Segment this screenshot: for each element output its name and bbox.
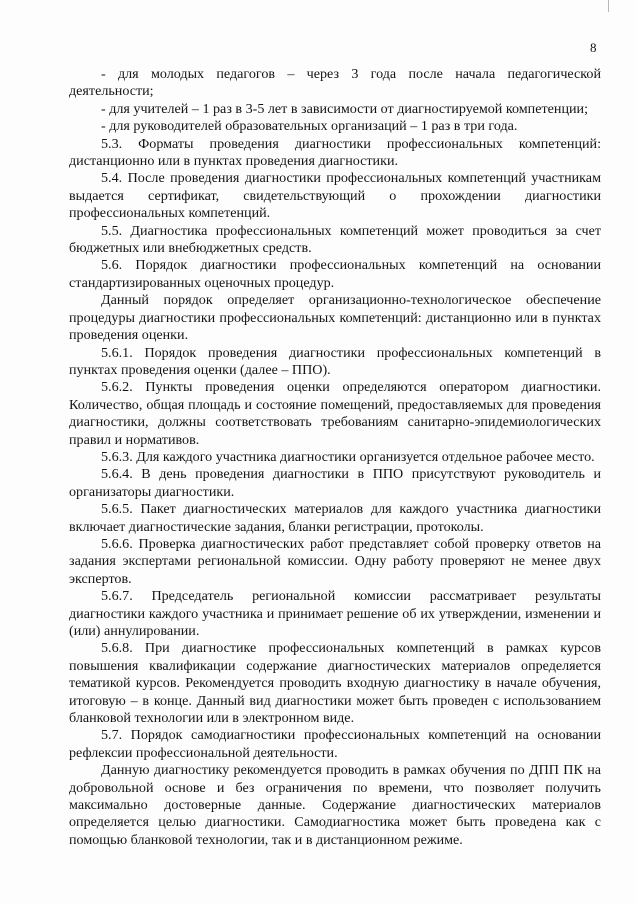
paragraph: Данный порядок определяет организационно-технологическое обеспечение процедуры диагностики профессиональных компетенций: дистанционно или в пунктах проведения оценки. (69, 292, 601, 344)
paragraph: - для молодых педагогов – через 3 года после начала педагогической деятельности; (69, 66, 601, 100)
paragraph: 5.6.8. При диагностике профессиональных компетенций в рамках курсов повышения квалификации содержание диагностических материалов определяется тематикой курсов. Рекомендуется проводить входную диагностику в начале обучения, итоговую – в конце. Данный вид диагностики может быть проведен с использованием бланковой технологии или в электронном виде. (69, 640, 601, 727)
paragraph: 5.5. Диагностика профессиональных компетенций может проводиться за счет бюджетных или внебюджетных средств. (69, 222, 601, 257)
page-number: 8 (590, 40, 597, 55)
paragraph: 5.6.7. Председатель региональной комиссии рассматривает результаты диагностики каждого участника и принимает решение об их утверждении, изменении и (или) аннулировании. (69, 588, 601, 639)
paragraph: 5.6.5. Пакет диагностических материалов для каждого участника диагностики включает диагностические задания, бланки регистрации, протоколы. (69, 501, 601, 535)
body-text (69, 66, 601, 849)
paragraph: 5.6.6. Проверка диагностических работ представляет собой проверку ответов на задания экспертами региональной комиссии. Одну работу проверяют не менее двух экспертов. (69, 535, 601, 587)
paragraph: - для руководителей образовательных организаций – 1 раз в три года. (101, 118, 518, 135)
paragraph: 5.3. Форматы проведения диагностики профессиональных компетенций: дистанционно или в пунктах проведения диагностики. (69, 135, 601, 170)
paragraph: 5.6.3. Для каждого участника диагностики организуется отдельное рабочее место. (101, 448, 595, 465)
paragraph: 5.6.4. В день проведения диагностики в ППО присутствуют руководитель и организаторы диагностики. (69, 466, 601, 500)
paragraph: Данную диагностику рекомендуется проводить в рамках обучения по ДПП ПК на добровольной основе и без ограничения по времени, что позволяет получить максимально достоверные данные. Содержание диагностических материалов определяется целью диагностики. Самодиагностика может быть проведена как с помощью бланковой технологии, так и в дистанционном режиме. (69, 762, 601, 848)
paragraph: 5.6. Порядок диагностики профессиональных компетенций на основании стандартизированных оценочных процедур. (69, 257, 601, 291)
paragraph: - для учителей – 1 раз в 3-5 лет в зависимости от диагностируемой компетенции; (101, 100, 588, 117)
paragraph: 5.6.2. Пункты проведения оценки определяются оператором диагностики. Количество, общая площадь и состояние помещений, предоставляемых для проведения диагностики, должны соответствовать требованиям санитарно-эпидемиологических правил и нормативов. (69, 379, 601, 448)
paragraph: 5.6.1. Порядок проведения диагностики профессиональных компетенций в пунктах проведения оценки (далее – ППО). (69, 344, 601, 378)
scan-edge-mark (608, 0, 609, 12)
paragraph: 5.4. После проведения диагностики профессиональных компетенций участникам выдается сертификат, свидетельствующий о прохождении диагностики профессиональных компетенций. (69, 170, 601, 222)
paragraph: 5.7. Порядок самодиагностики профессиональных компетенций на основании рефлексии профессиональной деятельности. (69, 727, 601, 761)
